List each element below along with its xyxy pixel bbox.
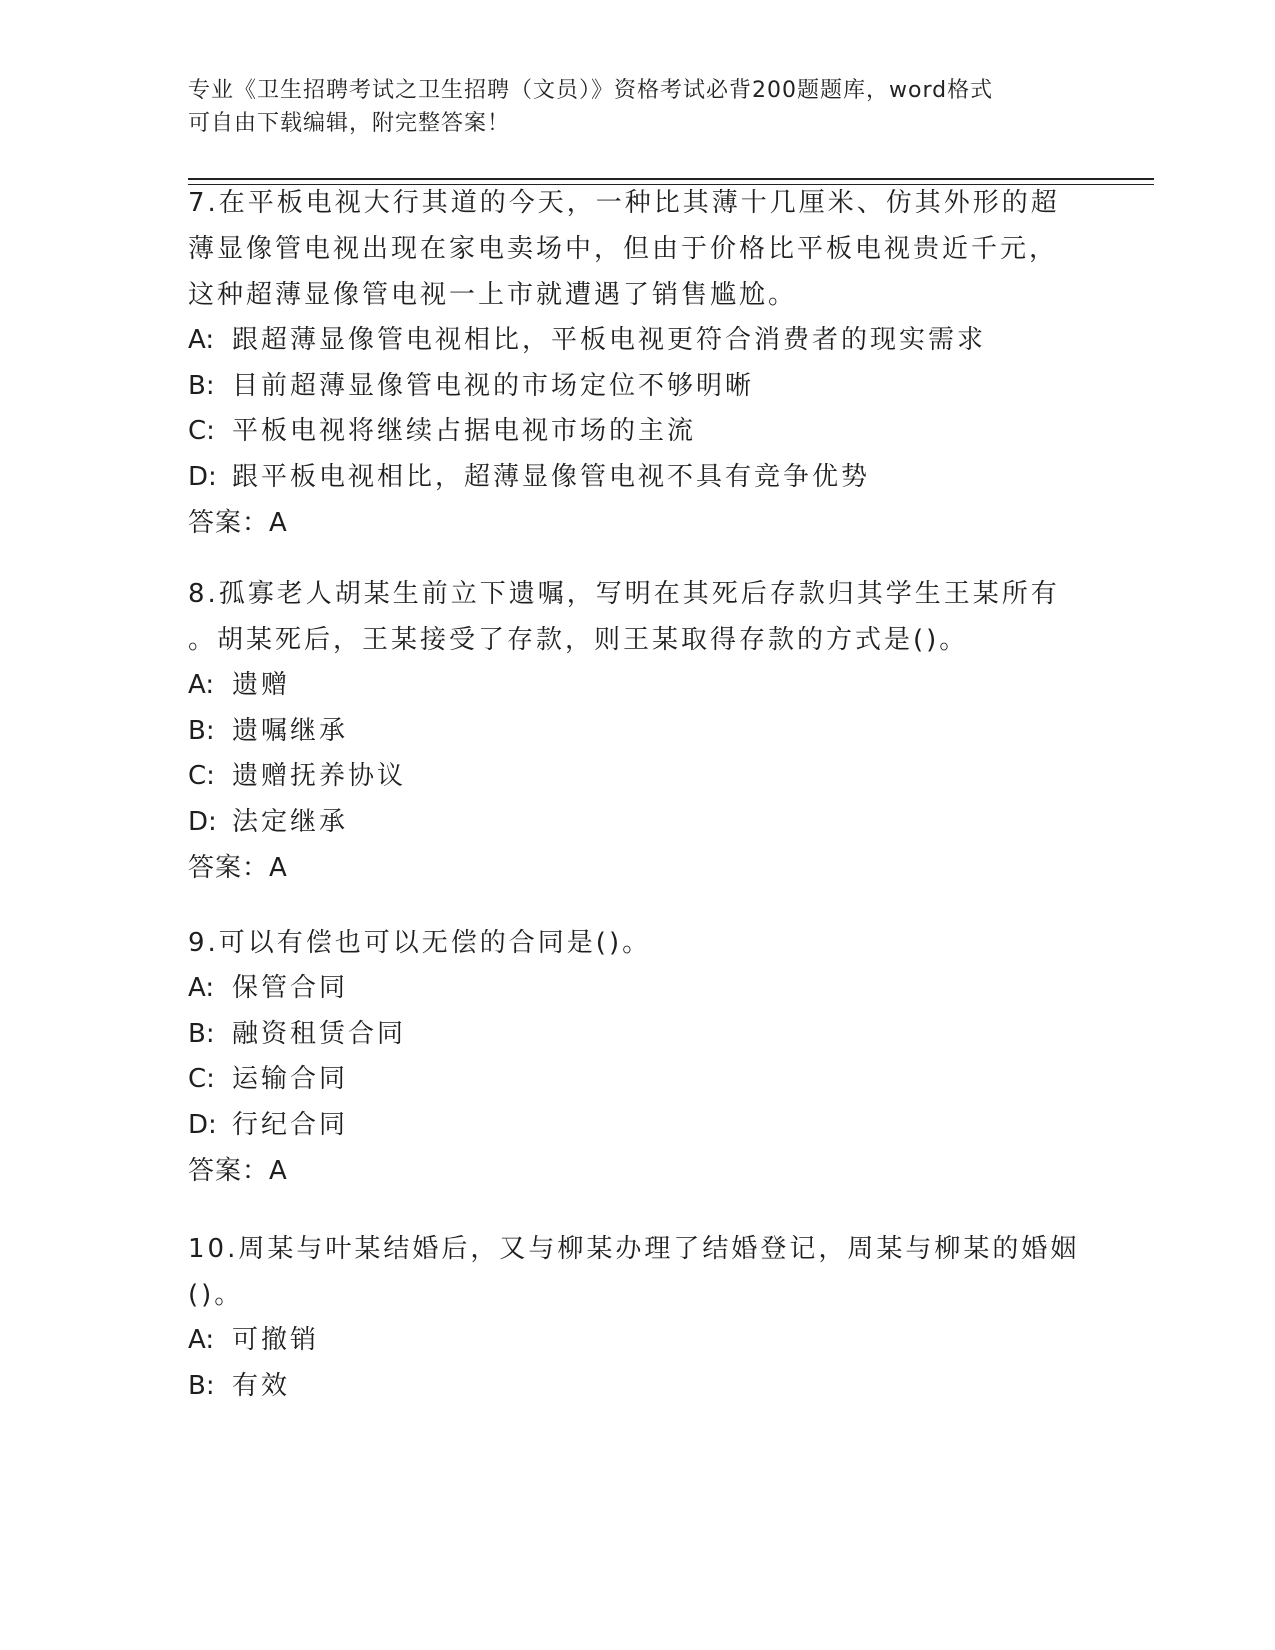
option-letter: D:	[188, 806, 217, 837]
option-letter: A:	[188, 1325, 215, 1355]
option-text: 有效	[232, 1370, 291, 1401]
option-text: 法定继承	[232, 806, 349, 837]
option-text: 融资租赁合同	[232, 1018, 407, 1049]
option-b	[188, 1364, 1088, 1410]
option-c	[188, 1057, 1088, 1103]
option-text: 保管合同	[232, 973, 349, 1003]
option-b	[188, 364, 1088, 410]
option-letter: B:	[188, 715, 215, 746]
option-letter: C:	[188, 761, 215, 791]
option-letter: A:	[188, 973, 215, 1003]
question-stem-line: 。胡某死后，王某接受了存款，则王某取得存款的方式是()。	[188, 625, 969, 655]
question-stem-line: 7.在平板电视大行其道的今天，一种比其薄十几厘米、仿其外形的超	[188, 188, 1060, 218]
header-line-1: 专业《卫生招聘考试之卫生招聘（文员）》资格考试必背200题题库，word格式	[188, 78, 994, 103]
answer-line: 答案：A	[188, 853, 288, 883]
option-d	[188, 800, 1088, 846]
option-letter: C:	[188, 1064, 215, 1094]
question-stem-line: ()。	[188, 1280, 244, 1310]
question-9	[188, 920, 1088, 1194]
option-letter: B:	[188, 1018, 215, 1049]
option-b	[188, 1012, 1088, 1058]
option-letter: C:	[188, 416, 215, 446]
question-stem-line: 10.周某与叶某结婚后，又与柳某办理了结婚登记，周某与柳某的婚姻	[188, 1234, 1080, 1264]
question-stem-line: 这种超薄显像管电视一上市就遭遇了销售尴尬。	[188, 280, 798, 310]
option-letter: D:	[188, 1109, 217, 1140]
option-letter: A:	[188, 325, 215, 355]
question-10	[188, 1226, 1088, 1409]
question-stem-line: 9.可以有偿也可以无偿的合同是()。	[188, 928, 652, 958]
answer-line: 答案：A	[188, 508, 288, 538]
question-stem-line: 薄显像管电视出现在家电卖场中，但由于价格比平板电视贵近千元，	[188, 234, 1059, 264]
option-letter: D:	[188, 461, 217, 492]
option-text: 遗赠	[232, 670, 291, 700]
question-7	[188, 180, 1088, 546]
option-b	[188, 709, 1088, 755]
option-a	[188, 318, 1088, 364]
option-text: 跟平板电视相比，超薄显像管电视不具有竞争优势	[232, 461, 871, 492]
document-header	[188, 74, 1088, 140]
option-letter: A:	[188, 670, 215, 700]
question-stem-line: 8.孤寡老人胡某生前立下遗嘱，写明在其死后存款归其学生王某所有	[188, 579, 1060, 609]
option-d	[188, 1103, 1088, 1149]
option-letter: B:	[188, 370, 215, 401]
option-d	[188, 455, 1088, 501]
option-a	[188, 1318, 1088, 1364]
option-c	[188, 409, 1088, 455]
option-text: 运输合同	[232, 1064, 349, 1094]
option-text: 遗赠抚养协议	[232, 761, 407, 791]
option-text: 行纪合同	[232, 1109, 349, 1140]
option-c	[188, 754, 1088, 800]
option-text: 跟超薄显像管电视相比，平板电视更符合消费者的现实需求	[232, 325, 987, 355]
option-a	[188, 966, 1088, 1012]
answer-line: 答案：A	[188, 1156, 288, 1186]
option-letter: B:	[188, 1370, 215, 1401]
option-text: 遗嘱继承	[232, 715, 349, 746]
header-line-2: 可自由下载编辑，附完整答案！	[188, 111, 511, 136]
option-a	[188, 663, 1088, 709]
option-text: 目前超薄显像管电视的市场定位不够明晰	[232, 370, 755, 401]
question-8	[188, 571, 1088, 891]
option-text: 可撤销	[232, 1325, 320, 1355]
option-text: 平板电视将继续占据电视市场的主流	[232, 416, 697, 446]
